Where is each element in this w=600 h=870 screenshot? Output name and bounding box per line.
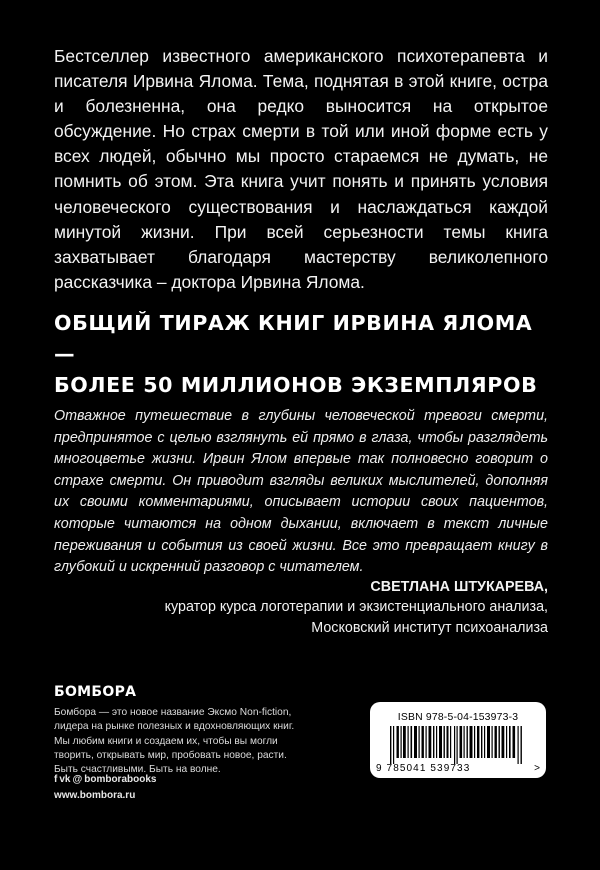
publisher-logo: БОМБОРА: [54, 684, 137, 700]
lead-paragraph: Бестселлер известного американского психотерапевта и писателя Ирвина Ялома. Тема, поднятая в этой книге, остра и болезненна, она редко выносится на открытое обсуждение. Но страх смерти в той или иной форме есть у всех людей, обычно мы просто стараемся не думать, не помнить об этом. Эта книга учит понять и принять условия человеческого существования и наслаждаться каждой минутой жизни. При всей серьезности темы книга захватывает благодаря мастерству великолепного рассказчика – доктора Ирвина Ялома.: [54, 46, 548, 292]
social-handle[interactable]: bomborabooks: [84, 774, 157, 785]
review-quote: Отважное путешествие в глубины человеческой тревоги смерти, предпринятое с целью взглянуть ей прямо в глаза, чтобы разглядеть многоцветье жизни. Ирвин Ялом впервые так полновесно говорит о страхе смерти. Он приводит взгляды великих мыслителей, дополняя их своими комментариями, описывает истории своих пациентов, которые читаются на одном дыхании, включает в текст личные переживания и события из своей жизни. Все это превращает книгу в глубокий и искренний разговор с читателем.: [54, 408, 548, 576]
publisher-description: [54, 706, 334, 777]
headline-line-1: ОБЩИЙ ТИРАЖ КНИГ ИРВИНА ЯЛОМА —: [54, 311, 533, 366]
isbn-label: ISBN 978-5-04-153973-3: [397, 712, 519, 723]
barcode-digits: 9 785041 539733: [376, 763, 471, 774]
headline: [54, 308, 554, 401]
at-icon: @: [72, 773, 83, 785]
publisher-description-line: творить, открывать мир, пробовать новое, расти.: [54, 749, 287, 761]
barcode-icon: [390, 726, 526, 764]
headline-line-2: БОЛЕЕ 50 МИЛЛИОНОВ ЭКЗЕМПЛЯРОВ: [54, 373, 538, 397]
publisher-description-line: Быть счастливыми. Быть на волне.: [54, 764, 221, 776]
quote-author-organization: Московский институт психоанализа: [311, 620, 548, 636]
quote-author-role: куратор курса логотерапии и экзистенциального анализа,: [164, 599, 548, 615]
barcode-arrow: >: [534, 763, 540, 774]
publisher-description-line: Бомбора — это новое название Эксмо Non-fiction,: [54, 707, 292, 718]
isbn-barcode-box: [370, 702, 546, 778]
social-links: [54, 774, 156, 785]
vk-icon[interactable]: vk: [59, 773, 71, 785]
quote-author-name: СВЕТЛАНА ШТУКАРЕВА,: [370, 579, 548, 595]
facebook-icon[interactable]: f: [54, 773, 58, 785]
publisher-description-line: лидера на рынке полезных и вдохновляющих книг.: [54, 721, 295, 733]
publisher-description-line: Мы любим книги и создаем их, чтобы вы могли: [54, 735, 278, 747]
publisher-website[interactable]: www.bombora.ru: [54, 790, 136, 801]
